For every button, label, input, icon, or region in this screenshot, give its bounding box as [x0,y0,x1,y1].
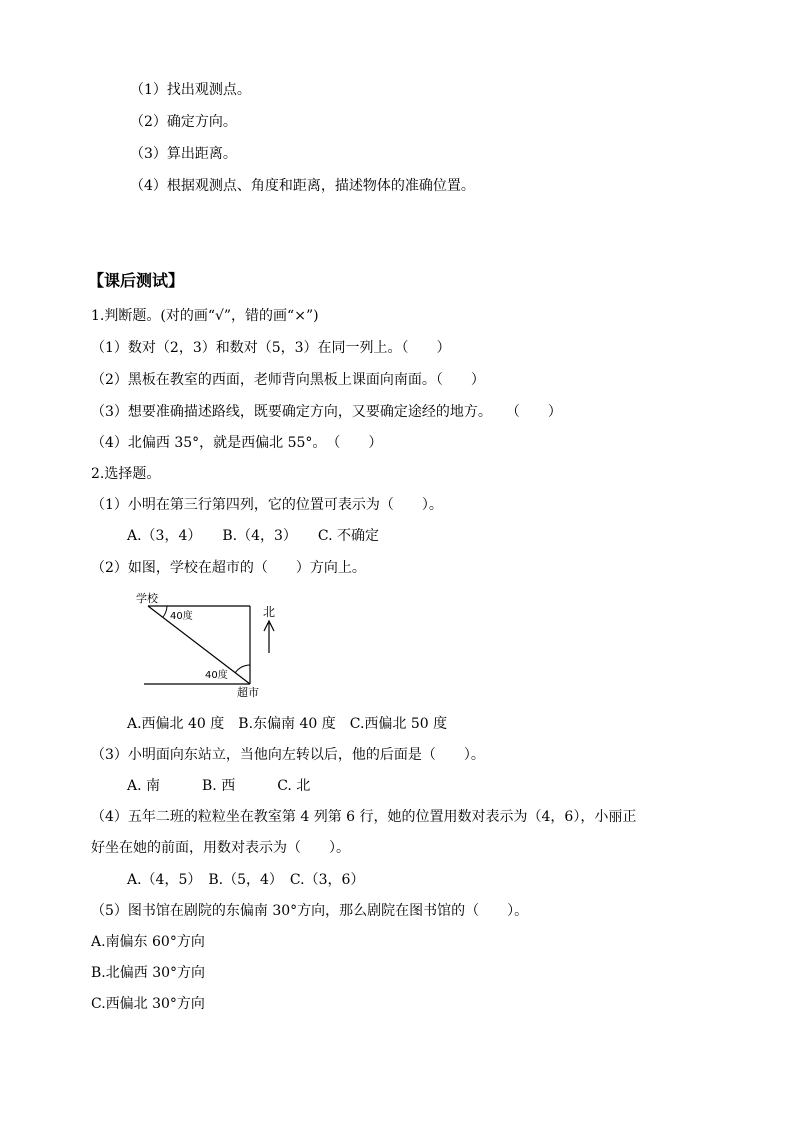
question-1-item: （4）北偏西 35°，就是西偏北 55°。 （ ） [91,435,383,451]
question-2-5-option-c: C.西偏北 30°方向 [91,996,205,1012]
step-item: （3）算出距离。 [130,146,237,162]
question-2-3-options: A. 南 B. 西 C. 北 [127,778,311,794]
north-label: 北 [263,605,276,619]
question-2-1-text: （1）小明在第三行第四列，它的位置可表示为（ ）。 [91,497,443,513]
question-2-5-option-a: A.南偏东 60°方向 [91,934,205,950]
question-2-3-text: （3）小明面向东站立，当他向左转以后，他的后面是（ ）。 [91,747,485,763]
school-label: 学校 [136,592,158,605]
question-1-item: （3）想要准确描述路线，既要确定方向，又要确定途经的地方。 （ ） [91,404,562,420]
angle-arc-bottom [235,665,250,673]
question-2-5-text: （5）图书馆在剧院的东偏南 30°方向，那么剧院在图书馆的（ ）。 [91,903,529,919]
question-1-item: （1）数对（2，3）和数对（5，3）在同一列上。（ ） [91,340,451,356]
question-2-4-text-line2: 好坐在她的前面，用数对表示为（ ）。 [91,840,350,856]
question-2-1-options: A.（3，4） B.（4，3） C. 不确定 [127,528,380,544]
angle-arc-top [163,606,167,617]
angle-label-bottom: 40度 [205,670,228,681]
step-item: （4）根据观测点、角度和距离，描述物体的准确位置。 [130,178,475,194]
direction-diagram [130,590,290,702]
step-item: （2）确定方向。 [130,114,237,130]
question-2-4-options: A.（4，5） B.（5，4） C.（3，6） [127,872,365,888]
question-2-4-text-line1: （4）五年二班的粒粒坐在教室第 4 列第 6 行，她的位置用数对表示为（4，6），小丽正 [91,809,637,825]
question-2-5-option-b: B.北偏西 30°方向 [91,965,206,981]
question-2-2-options: A.西偏北 40 度 B.东偏南 40 度 C.西偏北 50 度 [127,716,448,732]
question-1-title: 1.判断题。(对的画“√”，错的画“×”) [91,308,319,324]
angle-label-top: 40度 [170,611,193,622]
question-2-title: 2.选择题。 [91,466,161,482]
question-2-2-text: （2）如图，学校在超市的（ ）方向上。 [91,560,366,576]
question-1-item: （2）黑板在教室的西面，老师背向黑板上课面向南面。（ ） [91,372,485,388]
market-label: 超市 [237,686,259,699]
step-item: （1）找出观测点。 [130,82,251,98]
diagonal-line [148,606,250,684]
section-title: 【课后测试】 [88,271,185,290]
